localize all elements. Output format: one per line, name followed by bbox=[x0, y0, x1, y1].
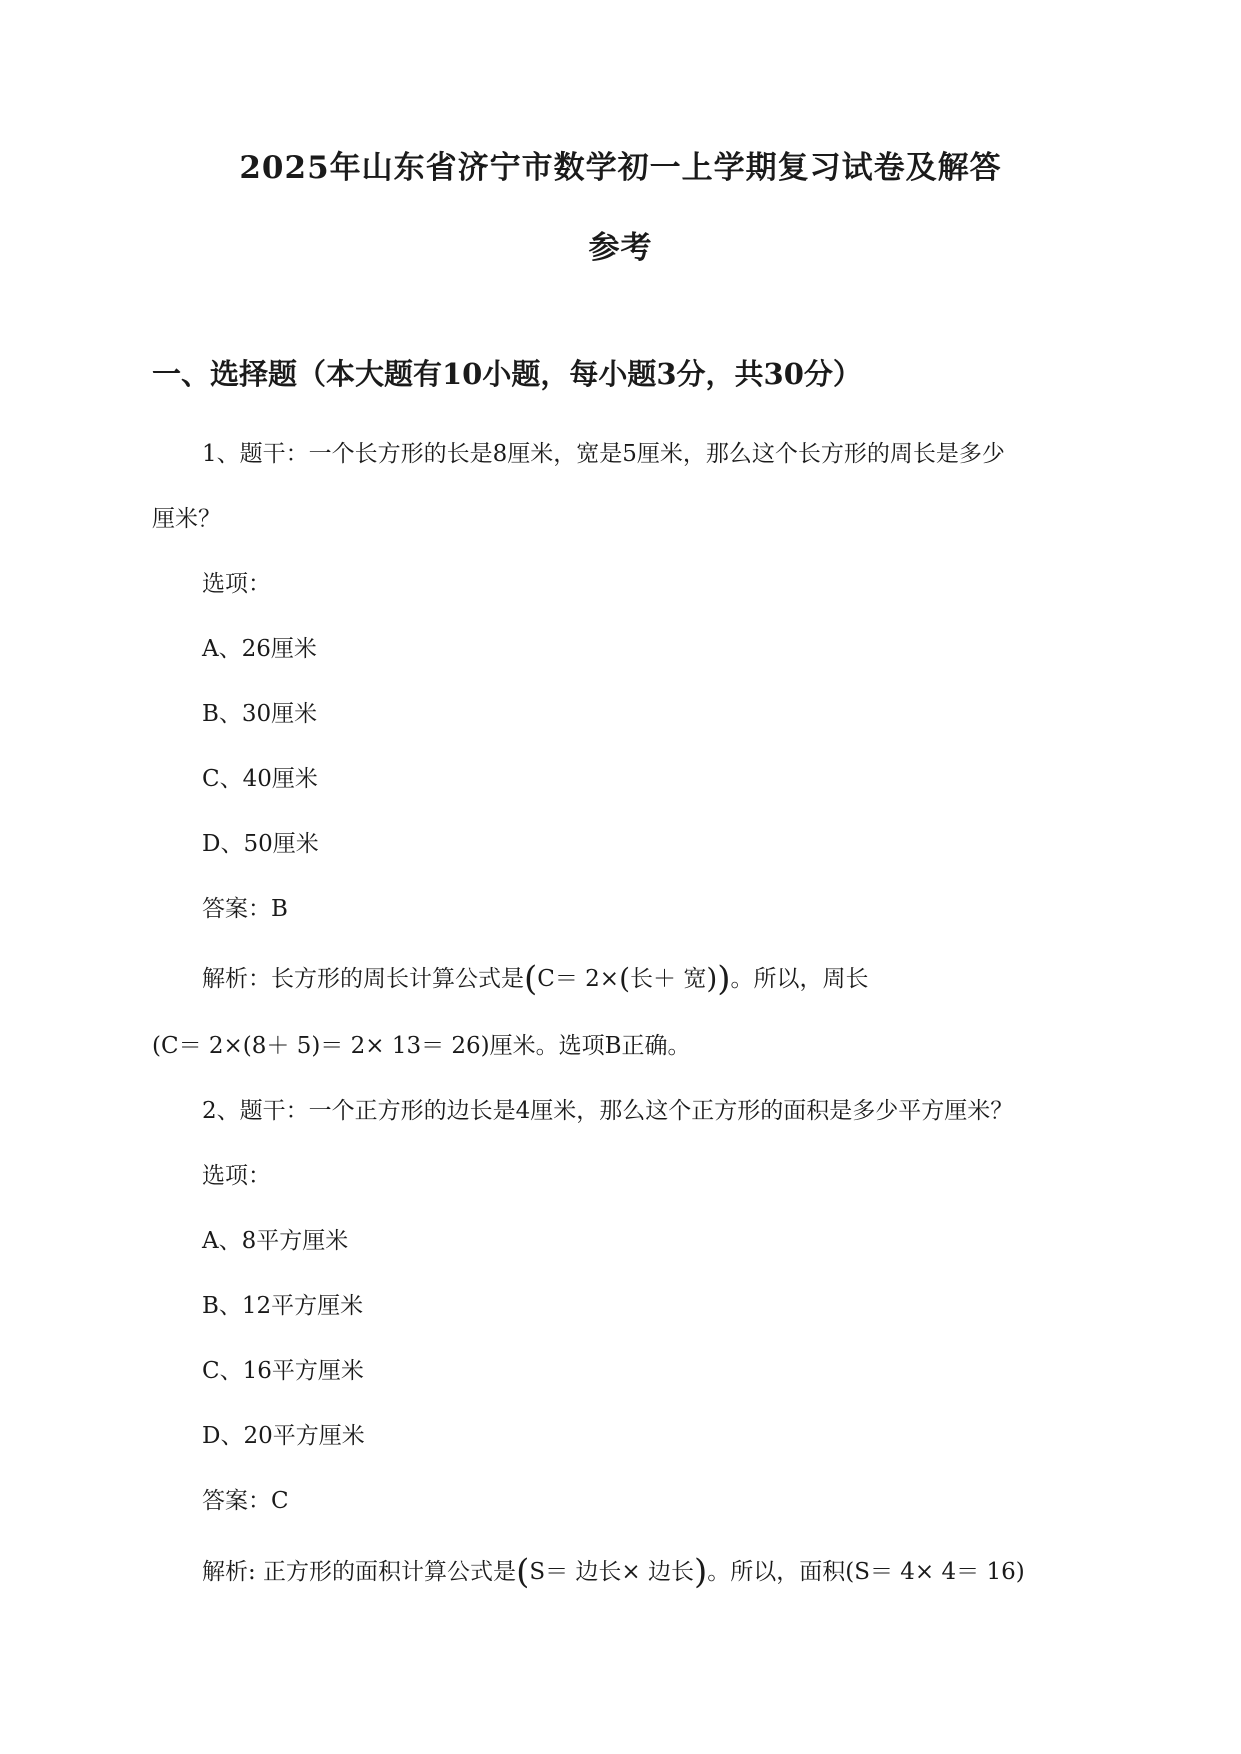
question-2-option-a: A、8平方厘米 bbox=[202, 1228, 349, 1254]
formula-inner-paren-open: ( bbox=[619, 962, 631, 995]
question-2-option-d: D、20平方厘米 bbox=[202, 1423, 365, 1449]
analysis-prefix: 解析：长方形的周长计算公式是 bbox=[202, 966, 524, 992]
analysis-prefix: 解析: 正方形的面积计算公式是 bbox=[202, 1559, 517, 1585]
question-1-stem-line2: 厘米？ bbox=[152, 506, 221, 532]
question-1-answer: 答案：B bbox=[202, 896, 288, 922]
formula: S＝ 边长× 边长 bbox=[529, 1559, 694, 1585]
question-2-option-c: C、16平方厘米 bbox=[202, 1358, 364, 1384]
question-2-option-b: B、12平方厘米 bbox=[202, 1293, 364, 1319]
analysis-tail: (S＝ 4× 4＝ 16) bbox=[845, 1559, 1025, 1585]
analysis-suffix: 。所以，周长 bbox=[730, 966, 869, 992]
question-1-option-d: D、50厘米 bbox=[202, 831, 319, 857]
question-2-stem-line1: 2、题干：一个正方形的边长是4厘米，那么这个正方形的面积是多少平方厘米？ bbox=[202, 1098, 1014, 1124]
question-1-analysis-line1 bbox=[202, 959, 869, 999]
formula-paren-open: ( bbox=[524, 959, 538, 999]
question-2-analysis-line1 bbox=[202, 1552, 1025, 1592]
question-1-options-label: 选项： bbox=[202, 571, 271, 597]
document-title-line1: 2025年山东省济宁市数学初一上学期复习试卷及解答 bbox=[239, 150, 1002, 186]
formula-paren-close: ) bbox=[717, 959, 731, 999]
formula-part-b: 长＋ 宽 bbox=[630, 966, 707, 992]
formula-paren-close: ) bbox=[693, 1552, 708, 1592]
question-2-answer: 答案：C bbox=[202, 1488, 289, 1514]
question-1-analysis-line2 bbox=[152, 1035, 691, 1058]
document-title-line2: 参考 bbox=[588, 230, 653, 266]
formula-inner-paren-close: ) bbox=[706, 962, 718, 995]
analysis-suffix: 。所以，面积 bbox=[707, 1559, 846, 1585]
analysis-line2-formula: (C＝ 2×(8＋ 5)＝ 2× 13＝ 26) bbox=[152, 1033, 490, 1059]
question-1-option-b: B、30厘米 bbox=[202, 701, 318, 727]
question-2-options-label: 选项： bbox=[202, 1163, 271, 1189]
question-1-option-a: A、26厘米 bbox=[202, 636, 317, 662]
formula-part-a: C＝ 2× bbox=[537, 966, 620, 992]
analysis-line2-suffix: 厘米。选项B正确。 bbox=[489, 1033, 691, 1059]
question-1-option-c: C、40厘米 bbox=[202, 766, 318, 792]
question-1-stem-line1: 1、题干：一个长方形的长是8厘米，宽是5厘米，那么这个长方形的周长是多少 bbox=[202, 441, 1005, 467]
formula-paren-open: ( bbox=[516, 1552, 530, 1592]
section-heading: 一、选择题（本大题有10小题，每小题3分，共30分） bbox=[152, 357, 862, 391]
